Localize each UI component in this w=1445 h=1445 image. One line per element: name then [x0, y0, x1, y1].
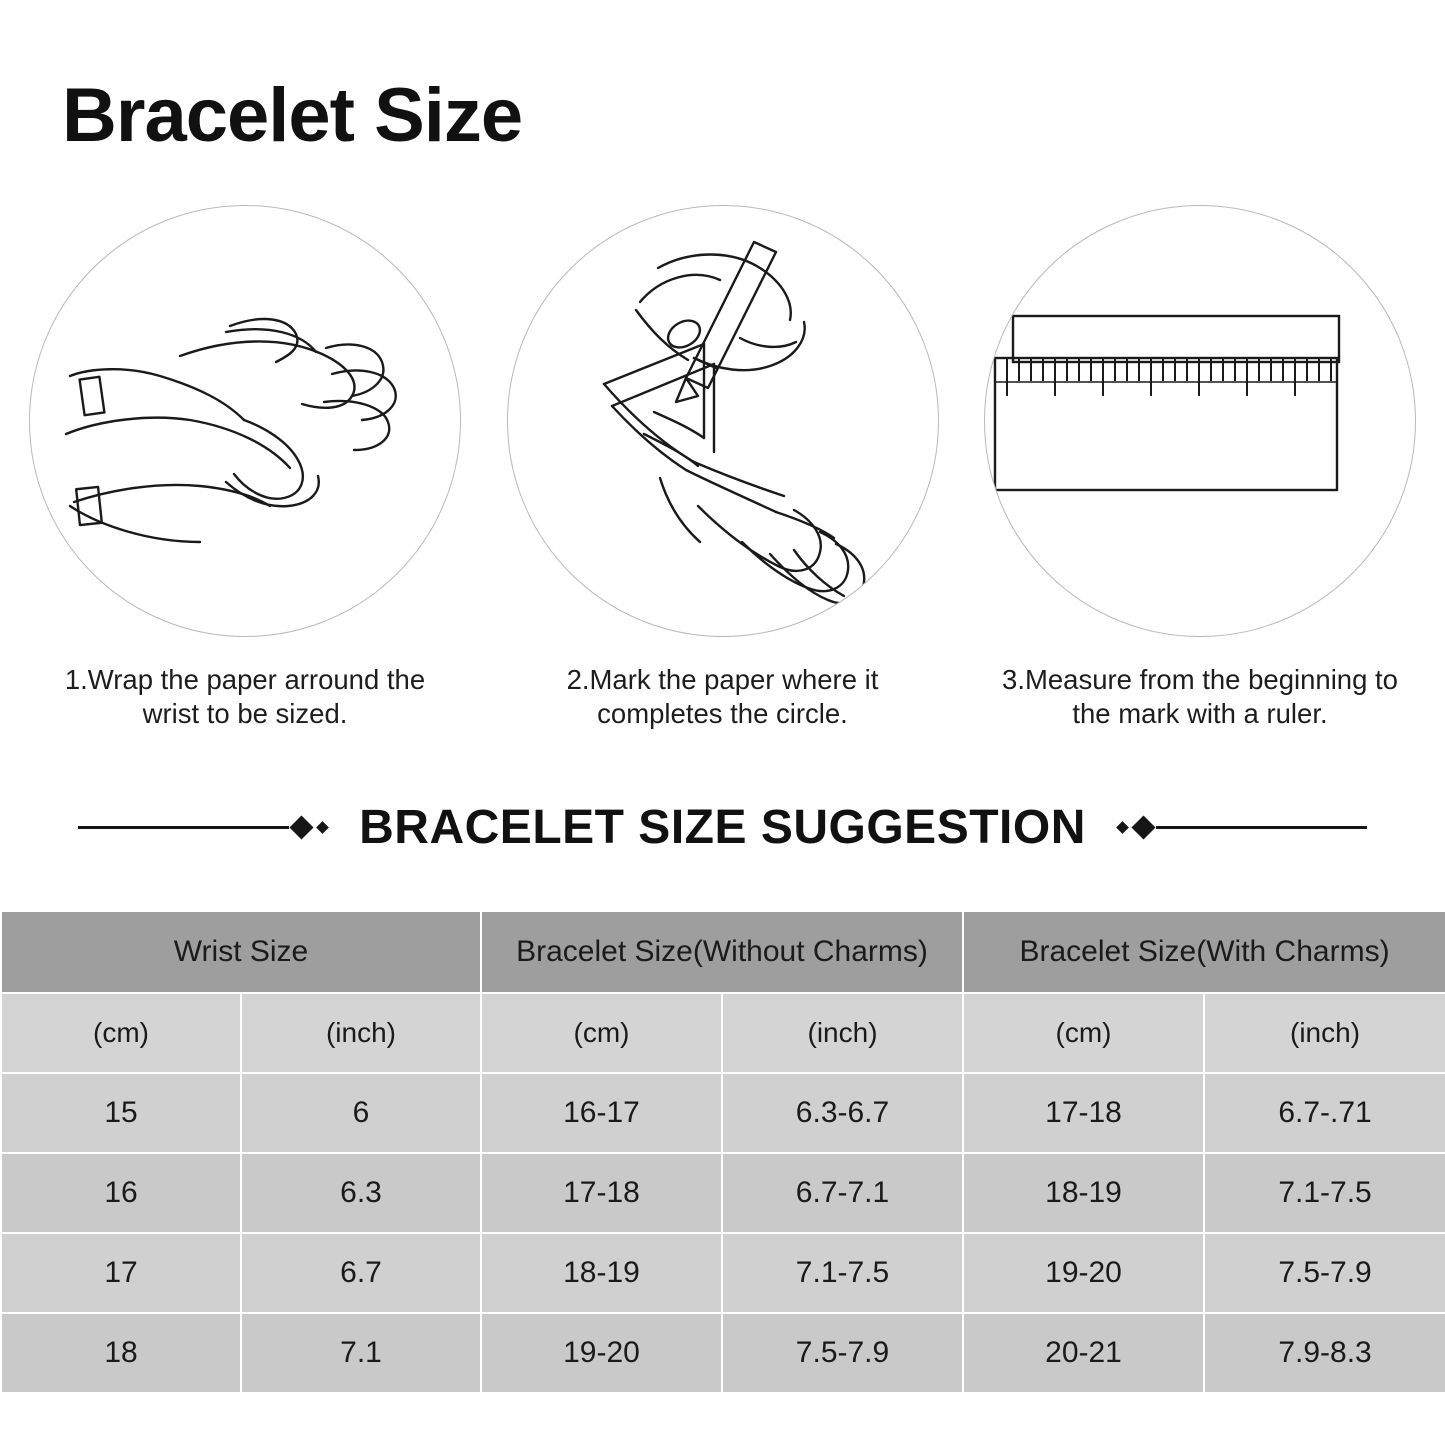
hand-marking-paper-with-pen-icon: [508, 206, 938, 636]
step-2-caption-line1: 2.Mark the paper where it: [566, 664, 879, 695]
deco-right: [1114, 818, 1367, 838]
suggestion-title: BRACELET SIZE SUGGESTION: [359, 801, 1086, 854]
deco-left-diamond-small: [316, 821, 329, 834]
table-cell: 6.3: [241, 1153, 481, 1233]
table-row: [1, 1153, 1445, 1233]
steps-row: [0, 205, 1445, 732]
bracelet-size-table: [0, 910, 1445, 1394]
table-cell: 7.5-7.9: [722, 1313, 963, 1393]
table-row: [1, 1233, 1445, 1313]
table-cell: 15: [1, 1073, 241, 1153]
table-cell: 16-17: [481, 1073, 722, 1153]
step-3-illustration-circle: [984, 205, 1416, 637]
table-cell: 6.7-.71: [1204, 1073, 1445, 1153]
table-group-header-wrist: Wrist Size: [1, 911, 481, 993]
step-1-caption: [25, 663, 465, 732]
step-3: [975, 205, 1425, 732]
step-3-caption-line1: 3.Measure from the beginning to: [1002, 664, 1398, 695]
table-cell: 7.1-7.5: [722, 1233, 963, 1313]
step-2-caption-line2: completes the circle.: [597, 698, 848, 730]
table-row: [1, 1313, 1445, 1393]
table-unit-cell: (inch): [1204, 993, 1445, 1073]
table-cell: 19-20: [963, 1233, 1204, 1313]
table-cell: 6.7: [241, 1233, 481, 1313]
table-cell: 17: [1, 1233, 241, 1313]
deco-right-diamond-small: [1116, 821, 1129, 834]
deco-right-diamond: [1131, 815, 1155, 839]
step-1-caption-line1: 1.Wrap the paper arround the: [64, 664, 426, 695]
size-table-wrap: [0, 910, 1445, 1394]
step-2-caption: [503, 663, 943, 732]
table-cell: 18: [1, 1313, 241, 1393]
table-cell: 18-19: [963, 1153, 1204, 1233]
step-2-illustration-circle: [507, 205, 939, 637]
hand-with-paper-strip-icon: [30, 206, 460, 636]
step-1-caption-line2: wrist to be sized.: [142, 698, 348, 730]
table-cell: 6.7-7.1: [722, 1153, 963, 1233]
table-unit-cell: (inch): [241, 993, 481, 1073]
table-group-header-row: [1, 911, 1445, 993]
deco-left-diamond: [290, 815, 314, 839]
table-cell: 16: [1, 1153, 241, 1233]
table-cell: 18-19: [481, 1233, 722, 1313]
table-unit-cell: (cm): [963, 993, 1204, 1073]
step-3-caption: [980, 663, 1420, 732]
step-1: [20, 205, 470, 732]
deco-right-bar: [1156, 826, 1367, 829]
step-2: [498, 205, 948, 732]
ruler-measuring-icon: [985, 206, 1415, 636]
table-cell: 7.5-7.9: [1204, 1233, 1445, 1313]
table-unit-header-row: [1, 993, 1445, 1073]
table-cell: 6: [241, 1073, 481, 1153]
table-cell: 17-18: [481, 1153, 722, 1233]
table-unit-cell: (cm): [1, 993, 241, 1073]
suggestion-heading: [0, 800, 1445, 855]
table-cell: 19-20: [481, 1313, 722, 1393]
deco-left-bar: [78, 826, 289, 829]
deco-left: [78, 818, 331, 838]
step-1-illustration-circle: [29, 205, 461, 637]
table-cell: 7.9-8.3: [1204, 1313, 1445, 1393]
table-cell: 6.3-6.7: [722, 1073, 963, 1153]
page-title: Bracelet Size: [62, 73, 523, 158]
table-cell: 17-18: [963, 1073, 1204, 1153]
table-cell: 7.1-7.5: [1204, 1153, 1445, 1233]
table-group-header-without-charms: Bracelet Size(Without Charms): [481, 911, 963, 993]
table-unit-cell: (cm): [481, 993, 722, 1073]
table-unit-cell: (inch): [722, 993, 963, 1073]
table-cell: 20-21: [963, 1313, 1204, 1393]
table-group-header-with-charms: Bracelet Size(With Charms): [963, 911, 1445, 993]
table-cell: 7.1: [241, 1313, 481, 1393]
step-3-caption-line2: the mark with a ruler.: [1072, 698, 1328, 730]
table-row: [1, 1073, 1445, 1153]
